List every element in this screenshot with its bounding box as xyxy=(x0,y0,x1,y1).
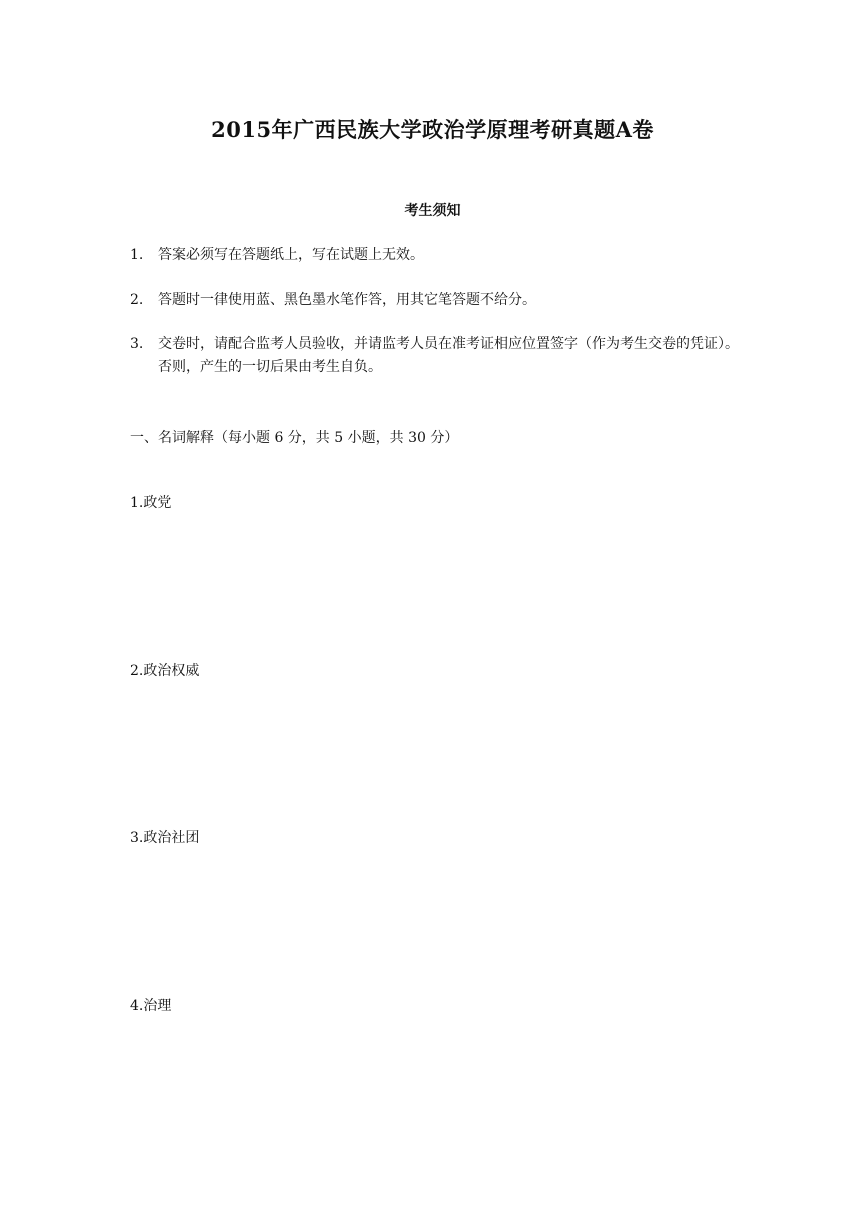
notice-item-number: 2. xyxy=(130,292,144,308)
notice-item-2 xyxy=(130,289,750,312)
notice-item-3 xyxy=(130,333,750,379)
notice-heading: 考生须知 xyxy=(404,203,461,219)
notice-item-text: 答案必须写在答题纸上，写在试题上无效。 xyxy=(158,247,424,263)
notice-item-number: 1. xyxy=(130,247,144,263)
question-1: 1.政党 xyxy=(130,495,172,511)
question-3: 3.政治社团 xyxy=(130,830,200,846)
notice-item-1 xyxy=(130,244,750,267)
question-2: 2.政治权威 xyxy=(130,663,200,679)
section-heading: 一、名词解释（每小题 6 分，共 5 小题，共 30 分） xyxy=(130,430,459,446)
notice-item-text: 答题时一律使用蓝、黑色墨水笔作答，用其它笔答题不给分。 xyxy=(158,292,536,308)
question-4: 4.治理 xyxy=(130,998,172,1014)
page-title: 2015年广西民族大学政治学原理考研真题A卷 xyxy=(211,117,654,142)
notice-item-number: 3. xyxy=(130,336,144,352)
notice-item-text: 交卷时，请配合监考人员验收，并请监考人员在准考证相应位置签字（作为考生交卷的凭证）。否则，产生的一切后果由考生自负。 xyxy=(158,336,739,375)
